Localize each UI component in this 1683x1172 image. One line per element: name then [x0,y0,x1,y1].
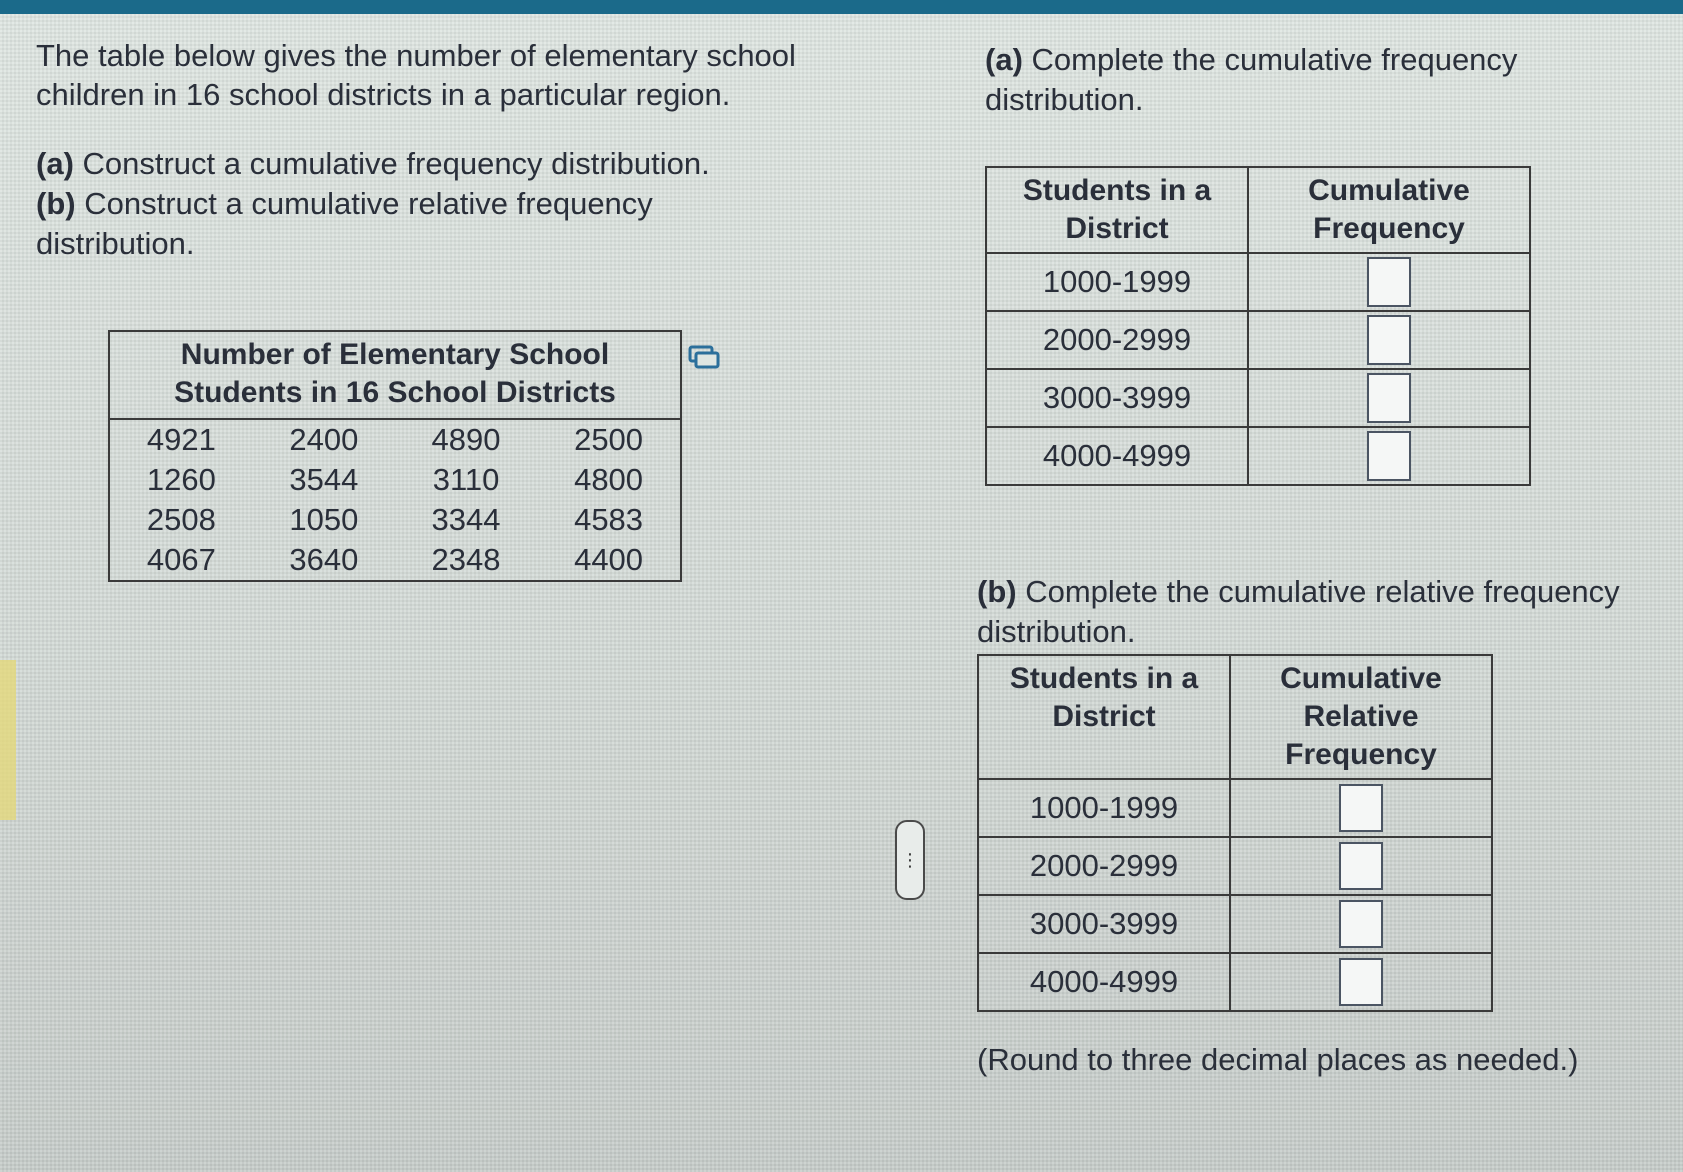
question-pane [36,36,816,264]
task-b-text: Construct a cumulative relative frequency distribution. [36,186,653,261]
table-row [109,540,681,581]
rounding-note: (Round to three decimal places as needed.) [977,1042,1579,1077]
answer-input[interactable] [1367,315,1411,365]
data-cell: 4400 [574,542,644,577]
part-b-label: (b) [977,574,1017,609]
table-row [986,253,1530,311]
answer-input[interactable] [1339,842,1383,890]
more-vertical-icon: ⋮ [901,850,919,870]
answer-pane [977,40,1625,1077]
answer-input[interactable] [1367,373,1411,423]
part-a-text: Complete the cumulative frequency distribution. [985,42,1518,117]
left-accent-strip [0,660,16,820]
answer-input[interactable] [1339,784,1383,832]
task-b-label: (b) [36,186,76,221]
question-intro: The table below gives the number of elementary school children in 16 school districts in a particular region. [36,38,796,112]
col-cf-line1: Cumulative [1308,174,1470,207]
cumulative-frequency-table [985,166,1531,486]
col-cumulative-frequency-header [1248,167,1530,253]
col-students-line1: Students in a [1022,174,1212,207]
range-cell: 4000-4999 [978,953,1230,1011]
data-cell: 4921 [146,422,216,457]
table-row [109,500,681,540]
answer-cell [1230,837,1492,895]
table-row [986,369,1530,427]
cumulative-relative-frequency-table [977,654,1493,1012]
range-cell: 3000-3999 [986,369,1248,427]
col-students-line2: District [1052,700,1156,733]
copy-icon[interactable] [686,342,722,378]
part-b-text: Complete the cumulative relative frequency distribution. [977,574,1620,649]
table-row [109,460,681,500]
data-cell: 3110 [432,462,500,497]
data-cell: 2348 [431,542,501,577]
col-crf-line1: Cumulative [1280,662,1442,695]
table-row [978,895,1492,953]
task-b [36,184,796,264]
table-row [986,311,1530,369]
data-cell: 2508 [146,502,216,537]
data-cell: 4800 [574,462,644,497]
table-row [109,419,681,460]
data-cell: 3640 [289,542,359,577]
col-cf-line2: Frequency [1313,212,1465,245]
data-cell: 3544 [289,462,359,497]
answer-cell [1230,779,1492,837]
range-cell: 1000-1999 [986,253,1248,311]
range-cell: 4000-4999 [986,427,1248,485]
answer-cell [1230,895,1492,953]
data-cell: 3344 [431,502,501,537]
task-a-text: Construct a cumulative frequency distribution. [73,146,710,181]
task-a [36,144,796,184]
task-a-label: (a) [36,146,74,181]
answer-input[interactable] [1367,257,1411,307]
data-cell: 1260 [146,462,216,497]
table-row [978,779,1492,837]
data-table-title-line1: Number of Elementary School [180,338,610,371]
data-cell: 4890 [431,422,501,457]
data-table-container [108,330,682,582]
data-cell: 4583 [574,502,644,537]
table-row [978,837,1492,895]
data-cell: 2400 [289,422,359,457]
range-cell: 3000-3999 [978,895,1230,953]
answer-cell [1248,369,1530,427]
table-row [978,953,1492,1011]
range-cell: 1000-1999 [978,779,1230,837]
answer-cell [1230,953,1492,1011]
col-students-header [978,655,1230,779]
answer-input[interactable] [1339,900,1383,948]
data-cell: 4067 [146,542,216,577]
col-students-line2: District [1065,212,1169,245]
top-bar [0,0,1683,14]
range-cell: 2000-2999 [986,311,1248,369]
data-table [108,330,682,582]
part-a-prompt [985,40,1625,120]
col-students-header [986,167,1248,253]
col-crf-line3: Frequency [1285,738,1437,771]
answer-cell [1248,427,1530,485]
answer-cell [1248,311,1530,369]
col-cumulative-relative-frequency-header [1230,655,1492,779]
data-cell: 1050 [289,502,359,537]
data-table-title-line2: Students in 16 School Districts [174,376,616,409]
table-row [986,427,1530,485]
range-cell: 2000-2999 [978,837,1230,895]
col-crf-line2: Relative [1303,700,1419,733]
data-table-title [109,331,681,419]
answer-input[interactable] [1367,431,1411,481]
answer-input[interactable] [1339,958,1383,1006]
part-b-prompt [977,572,1625,652]
answer-cell [1248,253,1530,311]
data-cell: 2500 [574,422,644,457]
pane-splitter-handle[interactable] [895,820,925,900]
part-a-label: (a) [985,42,1023,77]
col-students-line1: Students in a [1009,662,1199,695]
